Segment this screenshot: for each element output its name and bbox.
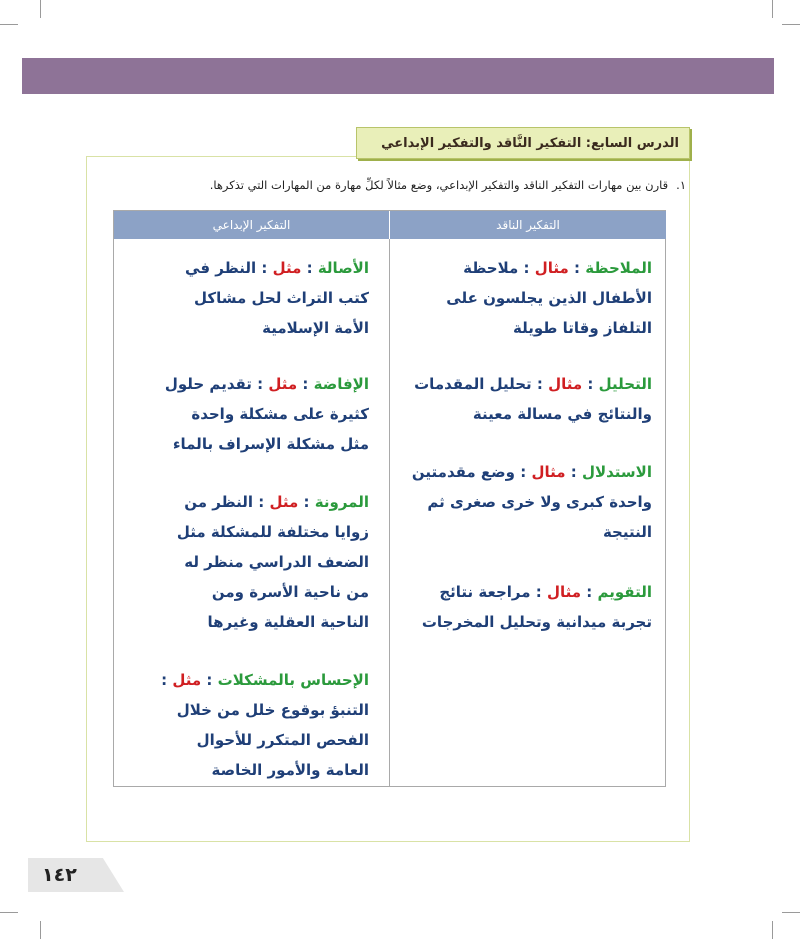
header-critical-thinking: التفكير الناقد — [390, 211, 666, 239]
crop-mark — [782, 912, 800, 913]
crop-mark — [40, 0, 41, 18]
creative-entry-originality: الأصالة : مثل : النظر في كتب التراث لحل مشاكل الأمة الإسلامية — [185, 259, 369, 337]
creative-entry-flexibility: المرونة : مثل : النظر من زوايا مختلفة للمشكلة مثل الضعف الدراسي منظر له من ناحية الأسرة ومن الناحية العقلية وغيرها — [176, 493, 369, 631]
page-number: ١٤٢ — [42, 864, 77, 886]
crop-mark — [0, 912, 18, 913]
lesson-title: الدرس السابع: التفكير النَّاقد والتفكير الإبداعي — [356, 127, 690, 159]
critical-entry-inference: الاستدلال : مثال : وضع مقدمتين واحدة كبرى ولا خرى صغرى ثم النتيجة — [411, 463, 652, 541]
header-band — [22, 58, 774, 94]
skills-table — [113, 210, 666, 787]
critical-entry-evaluation: التقويم : مثال : مراجعة نتائج تجربة ميدانية وتحليل المخرجات — [421, 583, 652, 631]
critical-entry-analysis: التحليل : مثال : تحليل المقدمات والنتائج في مسالة معينة — [414, 375, 652, 423]
header-creative-thinking: التفكير الإبداعي — [114, 211, 390, 239]
creative-entry-elaboration: الإفاضة : مثل : تقديم حلول كثيرة على مشكلة واحدة مثل مشكلة الإسراف بالماء — [164, 375, 369, 453]
question-number: ١. — [676, 178, 686, 192]
crop-mark — [772, 0, 773, 18]
crop-mark — [0, 24, 18, 25]
crop-mark — [782, 24, 800, 25]
crop-mark — [772, 921, 773, 939]
crop-mark — [40, 921, 41, 939]
question — [120, 174, 686, 196]
critical-entry-observation: الملاحظة : مثال : ملاحظة الأطفال الذين يجلسون على التلفاز وقاتا طويلة — [446, 259, 652, 337]
question-text: قارن بين مهارات التفكير الناقد والتفكير الإبداعي، وضع مثالاً لكلِّ مهارة من المهارات التي تذكرها. — [209, 178, 669, 192]
creative-entry-sensitivity: الإحساس بالمشكلات : مثل : التنبؤ بوقوع خلل من خلال الفحص المتكرر للأحوال العامة والأمور الخاصة — [161, 671, 369, 779]
column-divider — [389, 239, 390, 787]
